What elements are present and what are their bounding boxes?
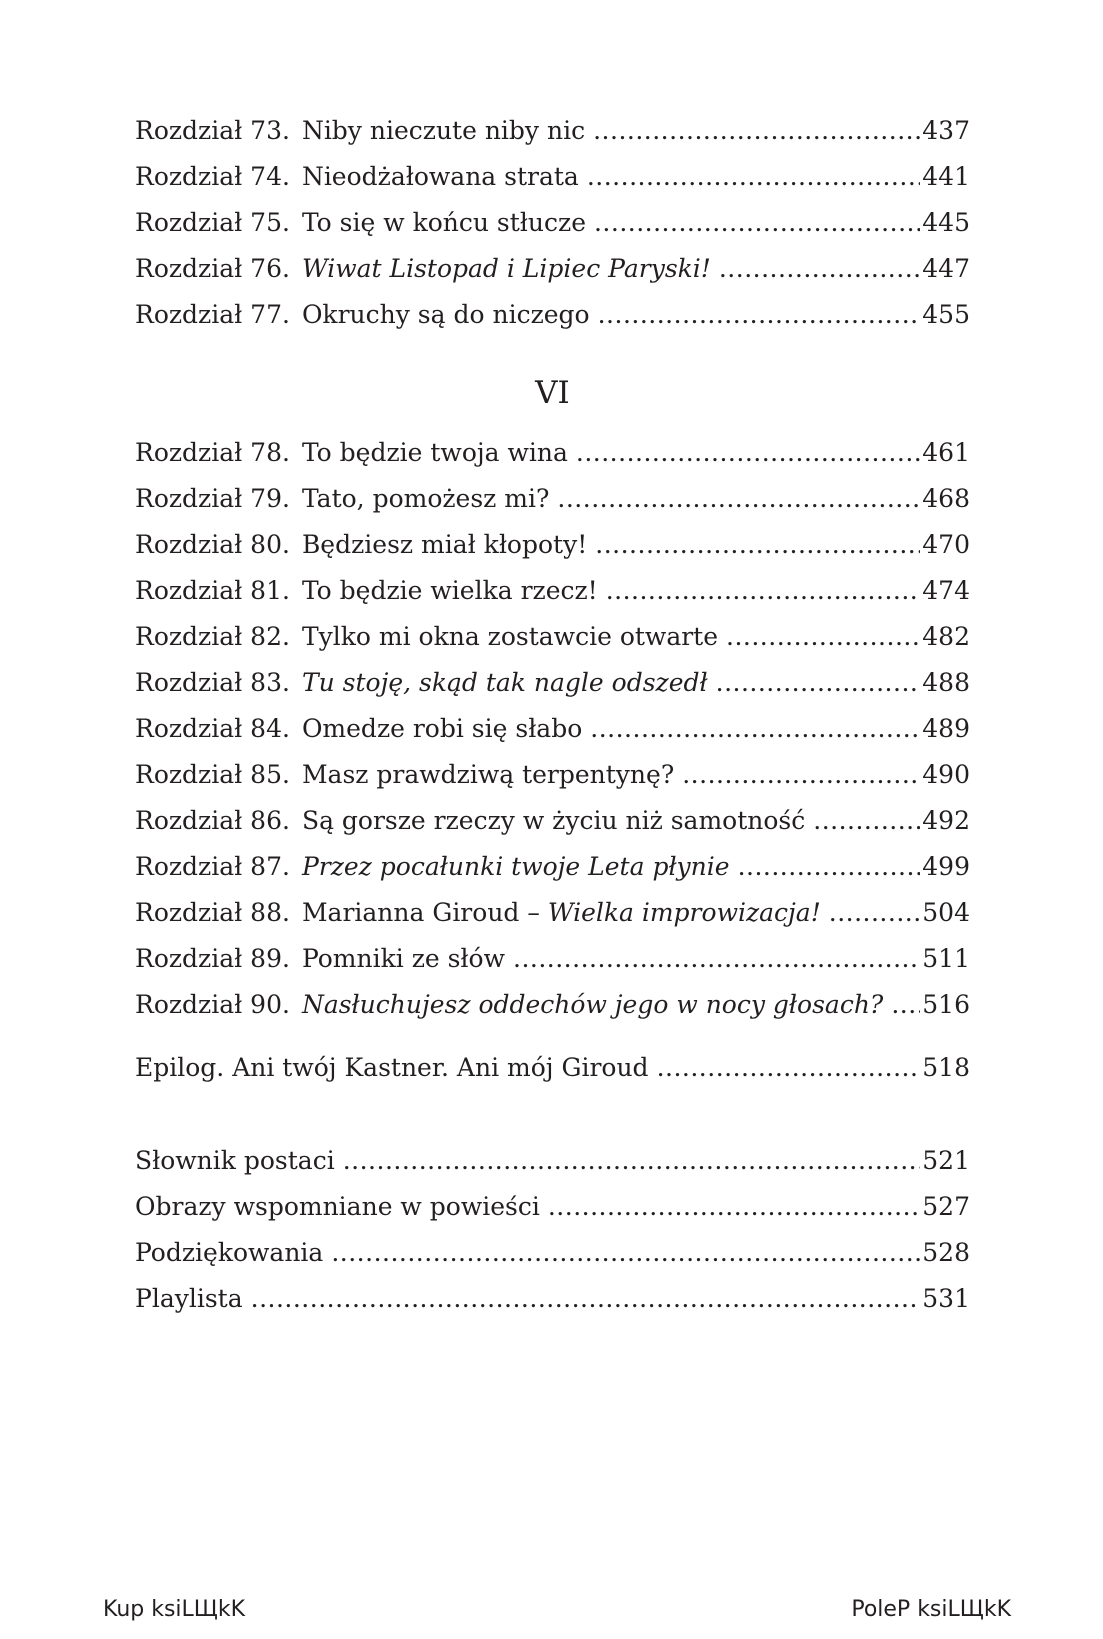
page-number: 470: [922, 530, 970, 559]
page-number: 461: [922, 438, 970, 467]
toc-entry: [135, 936, 970, 982]
dot-leader: [726, 614, 920, 660]
toc-appendix: [135, 1138, 970, 1322]
toc-entry: [135, 890, 970, 936]
page-number: 527: [922, 1192, 970, 1221]
dot-leader: [738, 844, 921, 890]
chapter-title: [302, 982, 883, 1028]
page-number: 492: [922, 806, 970, 835]
page-number: 518: [922, 1053, 970, 1082]
page-number: 488: [922, 668, 970, 697]
chapter-title: Pomniki ze słów: [301, 944, 505, 973]
toc-epilog: [135, 1045, 970, 1091]
chapter-label: Rozdział 79.: [135, 484, 290, 513]
chapter-title-italic: Nasłuchujesz oddechów jego w nocy głosach?: [301, 990, 884, 1019]
dot-leader: [593, 108, 920, 154]
chapter-label: Rozdział 90.: [135, 990, 290, 1019]
chapter-title: Omedze robi się słabo: [301, 714, 583, 743]
toc-entry: [135, 200, 970, 246]
page-number: 468: [922, 484, 970, 513]
page-number: 516: [922, 990, 970, 1019]
chapter-label: Rozdział 83.: [135, 668, 290, 697]
toc-entry: [135, 1184, 970, 1230]
dot-leader: [548, 1184, 920, 1230]
toc-section-vi: [135, 430, 970, 1028]
chapter-title: Masz prawdziwą terpentynę?: [301, 760, 675, 789]
toc-entry: [135, 752, 970, 798]
dot-leader: [682, 752, 920, 798]
toc-entry: [135, 982, 970, 1028]
chapter-title: To będzie wielka rzecz!: [301, 576, 598, 605]
chapter-label: Rozdział 87.: [135, 852, 290, 881]
toc-entry: [135, 660, 970, 706]
page-number: 511: [922, 944, 970, 973]
dot-leader: [829, 890, 921, 936]
chapter-label: Rozdział 86.: [135, 806, 290, 835]
appendix-title: Podziękowania: [135, 1238, 324, 1267]
toc-entry: [135, 108, 970, 154]
toc-entry: [135, 1230, 970, 1276]
chapter-title: To się w końcu stłucze: [301, 208, 586, 237]
chapter-title-italic: Przez pocałunki twoje Leta płynie: [301, 852, 730, 881]
part-heading: VI: [535, 375, 570, 411]
toc-entry: [135, 430, 970, 476]
page-number: 482: [922, 622, 970, 651]
chapter-title: Niby nieczute niby nic: [301, 116, 586, 145]
page-number: 490: [922, 760, 970, 789]
toc-entry: [135, 706, 970, 752]
chapter-title: [302, 844, 730, 890]
appendix-title: Słownik postaci: [135, 1146, 335, 1175]
page-number: 499: [922, 852, 970, 881]
dot-leader: [606, 568, 921, 614]
chapter-title-italic: Wielka improwizacja!: [547, 898, 821, 927]
dot-leader: [594, 200, 920, 246]
chapter-title: Są gorsze rzeczy w życiu niż samotność: [301, 806, 806, 835]
toc-section-v: [135, 108, 970, 338]
chapter-label: Rozdział 84.: [135, 714, 290, 743]
toc-entry: [135, 1138, 970, 1184]
dot-leader: [590, 706, 920, 752]
dot-leader: [891, 982, 920, 1028]
dot-leader: [657, 1045, 921, 1091]
chapter-title: Będziesz miał kłopoty!: [301, 530, 588, 559]
toc-entry: [135, 568, 970, 614]
dot-leader: [343, 1138, 921, 1184]
chapter-label: Rozdział 77.: [135, 300, 290, 329]
chapter-label: Rozdział 82.: [135, 622, 290, 651]
toc-entry: [135, 614, 970, 660]
page-number: 437: [922, 116, 970, 145]
page-number: 474: [922, 576, 970, 605]
toc-entry: [135, 844, 970, 890]
page-number: 489: [922, 714, 970, 743]
epilog-title: Epilog. Ani twój Kastner. Ani mój Giroud: [135, 1053, 649, 1082]
page-number: 528: [922, 1238, 970, 1267]
chapter-title-italic: Tu stoję, skąd tak nagle odszedł: [301, 668, 708, 697]
chapter-title: [302, 246, 711, 292]
chapter-title-italic: Wiwat Listopad i Lipiec Paryski!: [301, 254, 711, 283]
chapter-title: [302, 890, 821, 936]
dot-leader: [813, 798, 920, 844]
toc-entry: [135, 798, 970, 844]
chapter-label: Rozdział 74.: [135, 162, 290, 191]
chapter-label: Rozdział 81.: [135, 576, 290, 605]
chapter-title: Tato, pomożesz mi?: [301, 484, 550, 513]
toc-entry: [135, 1045, 970, 1091]
page-number: 441: [922, 162, 970, 191]
dot-leader: [587, 154, 920, 200]
buy-book-link[interactable]: Kup ksiLЩkK: [103, 1597, 246, 1622]
page-number: 521: [922, 1146, 970, 1175]
page-number: 531: [922, 1284, 970, 1313]
chapter-title: [302, 660, 708, 706]
chapter-label: Rozdział 73.: [135, 116, 290, 145]
page-number: 455: [922, 300, 970, 329]
chapter-title: Nieodżałowana strata: [301, 162, 579, 191]
chapter-label: Rozdział 76.: [135, 254, 290, 283]
chapter-title: To będzie twoja wina: [301, 438, 568, 467]
dot-leader: [595, 522, 920, 568]
chapter-label: Rozdział 78.: [135, 438, 290, 467]
toc-entry: [135, 246, 970, 292]
dot-leader: [719, 246, 920, 292]
dot-leader: [513, 936, 920, 982]
dot-leader: [598, 292, 921, 338]
recommend-book-link[interactable]: PoleP ksiLЩkK: [851, 1597, 1011, 1622]
appendix-title: Playlista: [135, 1284, 243, 1313]
chapter-title: Okruchy są do niczego: [301, 300, 590, 329]
chapter-title: Tylko mi okna zostawcie otwarte: [301, 622, 719, 651]
toc-entry: [135, 154, 970, 200]
toc-entry: [135, 476, 970, 522]
chapter-label: Rozdział 85.: [135, 760, 290, 789]
dot-leader: [716, 660, 921, 706]
chapter-label: Rozdział 89.: [135, 944, 290, 973]
dot-leader: [331, 1230, 920, 1276]
dot-leader: [251, 1276, 921, 1322]
dot-leader: [576, 430, 920, 476]
dot-leader: [557, 476, 920, 522]
chapter-label: Rozdział 80.: [135, 530, 290, 559]
chapter-label: Rozdział 75.: [135, 208, 290, 237]
page-number: 504: [922, 898, 970, 927]
page-number: 447: [922, 254, 970, 283]
toc-entry: [135, 1276, 970, 1322]
appendix-title: Obrazy wspomniane w powieści: [135, 1192, 540, 1221]
page-number: 445: [922, 208, 970, 237]
chapter-label: Rozdział 88.: [135, 898, 290, 927]
toc-entry: [135, 522, 970, 568]
toc-entry: [135, 292, 970, 338]
chapter-title-plain: Marianna Giroud –: [301, 898, 548, 927]
